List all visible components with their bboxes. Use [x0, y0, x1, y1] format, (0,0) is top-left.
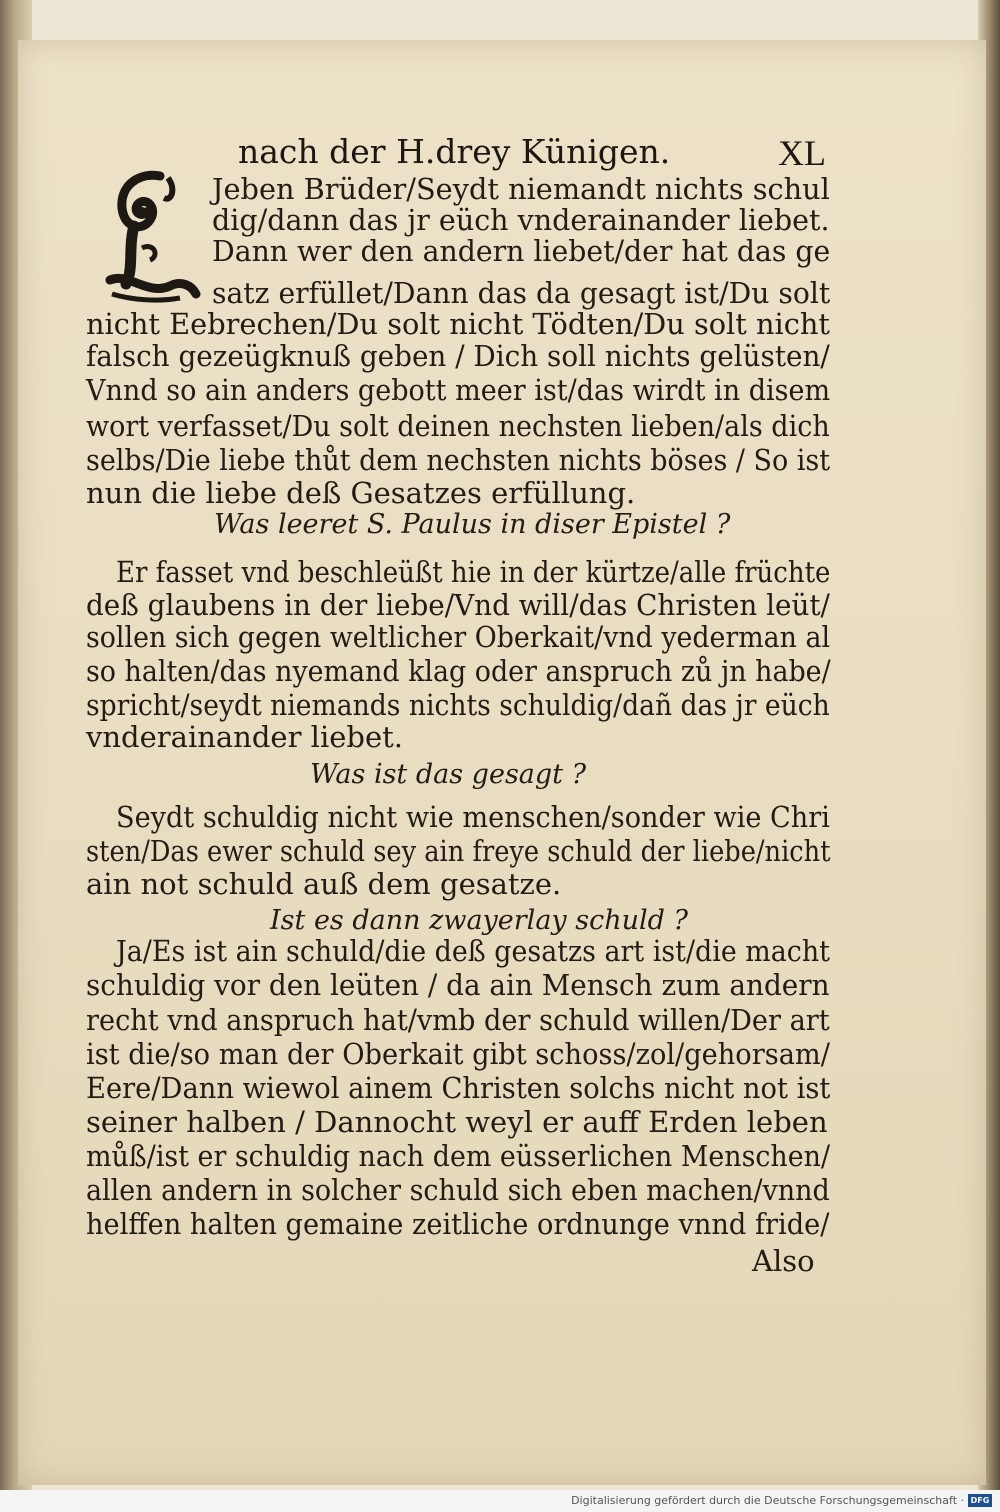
text-line: vnderainander liebet. — [86, 720, 403, 754]
text-line: Er fasset vnd beschleüßt hie in der kürtze/alle früchte — [116, 555, 831, 589]
text-line: nicht Eebrechen/Du solt nicht Tödten/Du solt nicht — [86, 307, 831, 341]
text-line: Eere/Dann wiewol ainem Christen solchs nicht not ist — [86, 1071, 831, 1105]
decorated-initial-l — [98, 168, 202, 304]
section-heading: Was ist das gesagt ? — [310, 759, 587, 790]
text-line: můß/ist er schuldig nach dem eüsserlichen Menschen/ — [86, 1139, 831, 1173]
text-line: schuldig vor den leüten / da ain Mensch zum andern — [86, 968, 830, 1002]
text-line: Ja/Es ist ain schuld/die deß gesatzs art ist/die macht — [116, 934, 830, 968]
folio-number: XL — [778, 133, 826, 173]
footer-bar — [0, 1490, 1000, 1512]
text-line: ist die/so man der Oberkait gibt schoss/zol/gehorsam/ — [86, 1037, 830, 1071]
text-line: helffen halten gemaine zeitliche ordnunge vnnd fride/ — [86, 1207, 830, 1241]
text-line: Vnnd so ain anders gebott meer ist/das wirdt in disem — [86, 373, 831, 407]
text-line: spricht/seydt niemands nichts schuldig/dañ das jr eüch — [86, 688, 830, 722]
text-line: Jeben Brüder/Seydt niemandt nichts schul — [212, 172, 830, 206]
text-line: allen andern in solcher schuld sich eben machen/vnnd — [86, 1173, 830, 1207]
text-line: selbs/Die liebe thůt dem nechsten nichts böses / So ist — [86, 443, 831, 477]
text-line: ain not schuld auß dem gesatze. — [86, 867, 562, 901]
running-head: nach der H.drey Künigen. — [238, 132, 671, 171]
text-line: so halten/das nyemand klag oder anspruch zů jn habe/ — [86, 654, 831, 688]
text-line: sollen sich gegen weltlicher Oberkait/vnd yederman al — [86, 620, 831, 654]
text-line: falsch gezeügknuß geben / Dich soll nichts gelüsten/ — [86, 339, 830, 373]
text-line: recht vnd anspruch hat/vmb der schuld willen/Der art — [86, 1003, 830, 1037]
funding-notice: Digitalisierung gefördert durch die Deutsche Forschungsgemeinschaft · — [571, 1494, 964, 1507]
text-line: nun die liebe deß Gesatzes erfüllung. — [86, 476, 636, 510]
text-line: wort verfasset/Du solt deinen nechsten lieben/als dich — [86, 409, 830, 443]
section-heading: Ist es dann zwayerlay schuld ? — [270, 905, 688, 936]
text-line: satz erfüllet/Dann das da gesagt ist/Du solt — [212, 276, 831, 310]
text-line: dig/dann das jr eüch vnderainander liebet. — [212, 203, 830, 237]
text-line: deß glaubens in der liebe/Vnd will/das Christen leüt/ — [86, 588, 830, 622]
text-line: Seydt schuldig nicht wie menschen/sonder wie Chri — [116, 800, 830, 834]
dfg-logo-icon: DFG — [968, 1494, 992, 1507]
catchword: Also — [752, 1244, 815, 1278]
text-line: sten/Das ewer schuld sey ain freye schuld der liebe/nicht — [86, 834, 831, 868]
text-line: seiner halben / Dannocht weyl er auff Erden leben — [86, 1105, 828, 1139]
text-line: Dann wer den andern liebet/der hat das ge — [212, 234, 831, 268]
section-heading: Was leeret S. Paulus in diser Epistel ? — [214, 509, 731, 540]
